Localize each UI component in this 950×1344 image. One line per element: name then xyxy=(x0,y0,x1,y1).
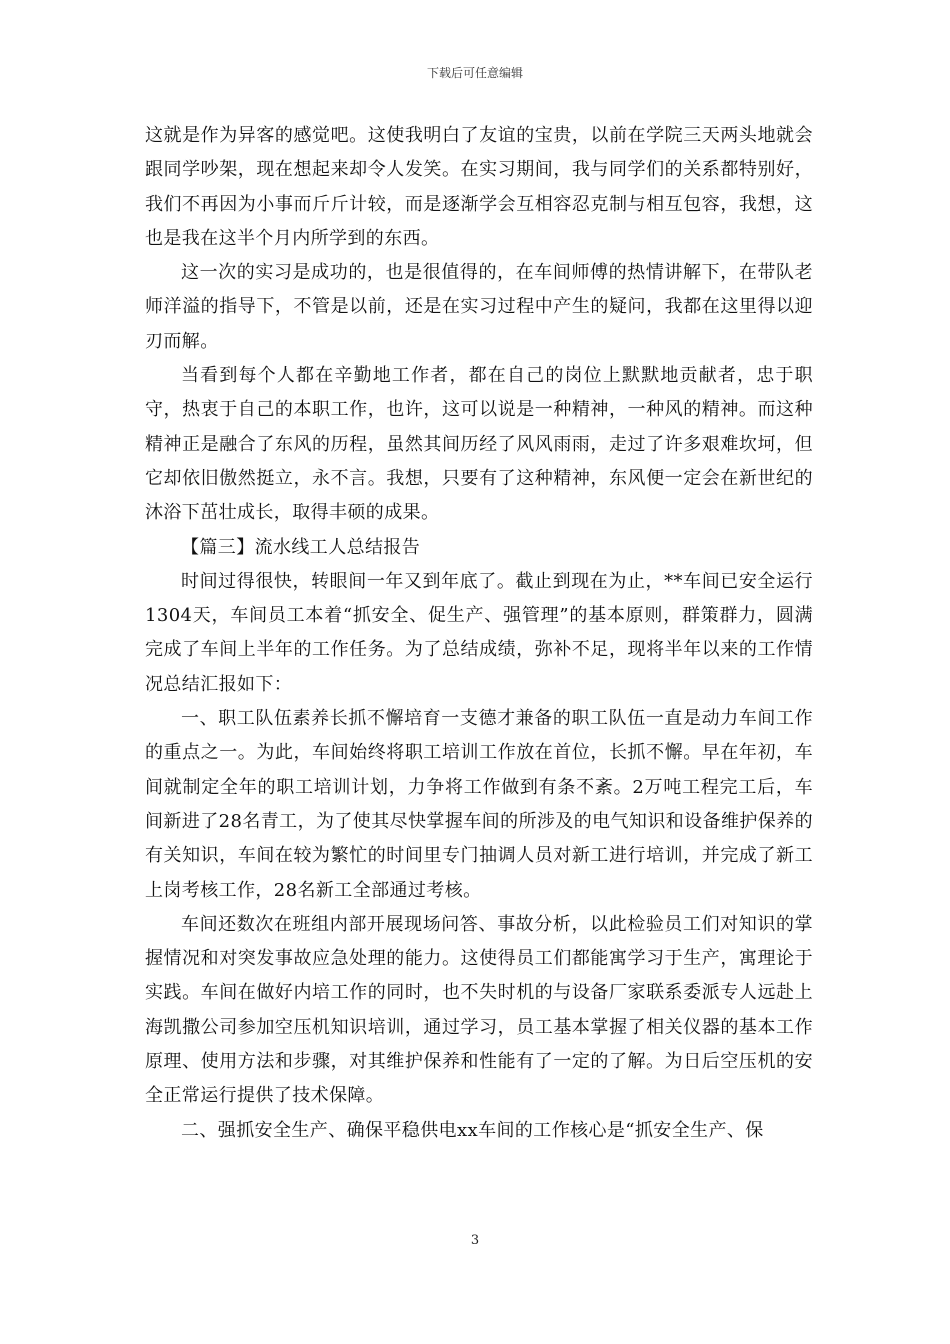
paragraph-2: 这一次的实习是成功的，也是很值得的，在车间师傅的热情讲解下，在带队老师洋溢的指导下，不管是以前，还是在实习过程中产生的疑问，我都在这里得以迎刃而解。 xyxy=(145,262,813,352)
paragraph-5: 时间过得很快，转眼间一年又到年底了。截止到现在为止，**车间已安全运行1304天，车间员工本着“抓安全、促生产、强管理”的基本原则，群策群力，圆满完成了车间上半年的工作任务。为了总结成绩，弥补不足，现将半年以来的工作情况总结汇报如下： xyxy=(145,570,813,695)
paragraph-8: 二、强抓安全生产、确保平稳供电xx车间的工作核心是“抓安全生产、保 xyxy=(181,1119,764,1141)
page-number: 3 xyxy=(470,1233,480,1248)
document-body xyxy=(145,119,813,1148)
section-heading: 【篇三】流水线工人总结报告 xyxy=(181,536,421,558)
paragraph-7: 车间还数次在班组内部开展现场问答、事故分析，以此检验员工们对知识的掌握情况和对突发事故应急处理的能力。这使得员工们都能寓学习于生产，寓理论于实践。车间在做好内培工作的同时，也不失时机的与设备厂家联系委派专人远赴上海凯撒公司参加空压机知识培训，通过学习，员工基本掌握了相关仪器的基本工作原理、使用方法和步骤，对其维护保养和性能有了一定的了解。为日后空压机的安全正常运行提供了技术保障。 xyxy=(145,913,813,1107)
paragraph-1: 这就是作为异客的感觉吧。这使我明白了友谊的宝贵，以前在学院三天两头地就会跟同学吵架，现在想起来却令人发笑。在实习期间，我与同学们的关系都特别好，我们不再因为小事而斤斤计较，而是逐渐学会互相容忍克制与相互包容，我想，这也是我在这半个月内所学到的东西。 xyxy=(145,125,813,249)
paragraph-6: 一、职工队伍素养长抓不懈培育一支德才兼备的职工队伍一直是动力车间工作的重点之一。为此，车间始终将职工培训工作放在首位，长抓不懈。早在年初，车间就制定全年的职工培训计划，力争将工作做到有条不紊。2万吨工程完工后，车间新进了28名青工，为了使其尽快掌握车间的所涉及的电气知识和设备维护保养的有关知识，车间在较为繁忙的时间里专门抽调人员对新工进行培训，并完成了新工上岗考核工作，28名新工全部通过考核。 xyxy=(145,708,813,901)
page-header: 下载后可任意编辑 xyxy=(426,66,523,80)
paragraph-3: 当看到每个人都在辛勤地工作者，都在自己的岗位上默默地贡献者，忠于职守，热衷于自己的本职工作，也许，这可以说是一种精神，一种风的精神。而这种精神正是融合了东风的历程，虽然其间历经了风风雨雨，走过了许多艰难坎坷，但它却依旧傲然挺立，永不言。我想，只要有了这种精神，东风便一定会在新世纪的沐浴下茁壮成长，取得丰硕的成果。 xyxy=(145,365,813,524)
